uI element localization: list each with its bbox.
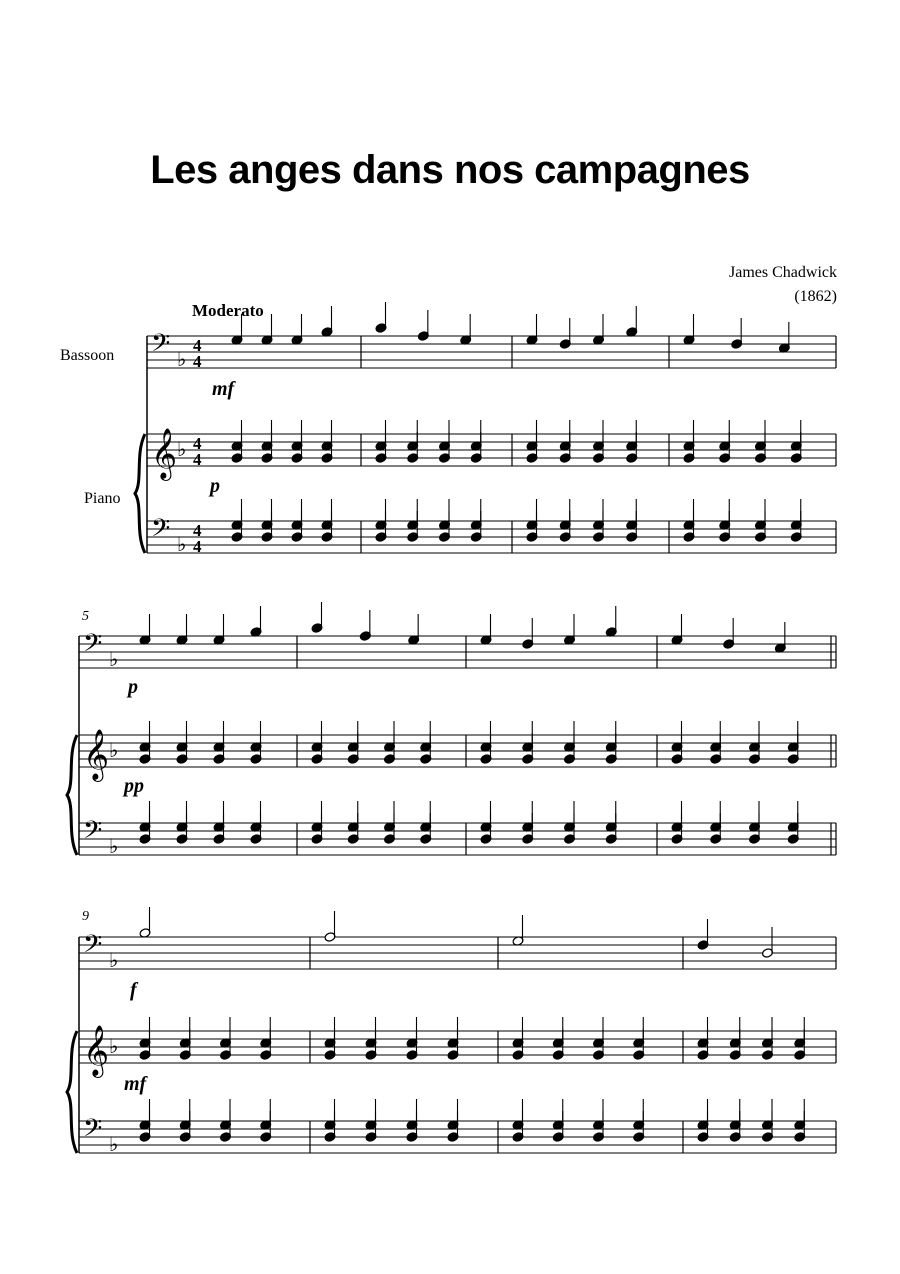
bass-clef-icon: 𝄢 xyxy=(151,515,171,548)
flat-key-signature-icon: ♭ xyxy=(177,534,187,556)
dynamic-bassoon-3: f xyxy=(130,979,137,1001)
time-signature-denominator: 4 xyxy=(193,450,202,469)
dynamic-bassoon-2: p xyxy=(128,676,138,698)
bass-clef-icon: 𝄢 xyxy=(83,931,103,964)
composer-name: James Chadwick xyxy=(729,264,837,281)
tempo-marking: Moderato xyxy=(192,301,264,320)
dynamic-bassoon-1: mf xyxy=(212,378,235,400)
time-signature-numerator: 4 xyxy=(193,336,202,355)
treble-clef-icon: 𝄞 xyxy=(151,429,178,478)
composition-year: (1862) xyxy=(794,288,837,305)
measure-number-9: 9 xyxy=(82,909,89,924)
notes-group xyxy=(139,302,806,1142)
flat-key-signature-icon: ♭ xyxy=(109,836,119,858)
instrument-label-piano: Piano xyxy=(84,490,121,507)
piano-brace xyxy=(67,1031,77,1153)
flat-key-signature-icon: ♭ xyxy=(109,740,119,762)
time-signature-denominator: 4 xyxy=(193,352,202,371)
flat-key-signature-icon: ♭ xyxy=(109,649,119,671)
treble-clef-icon: 𝄞 xyxy=(83,1026,110,1075)
time-signature-numerator: 4 xyxy=(193,434,202,453)
bass-clef-icon: 𝄢 xyxy=(151,330,171,363)
dynamic-piano-2: pp xyxy=(124,775,144,797)
score-title: Les anges dans nos campagnes xyxy=(150,148,750,192)
dynamic-piano-3: mf xyxy=(124,1073,147,1095)
time-signature-denominator: 4 xyxy=(193,537,202,556)
bass-clef-icon: 𝄢 xyxy=(83,1115,103,1148)
instrument-label-bassoon: Bassoon xyxy=(60,347,115,364)
piano-brace xyxy=(67,735,77,855)
piano-brace xyxy=(135,434,145,553)
flat-key-signature-icon: ♭ xyxy=(109,950,119,972)
flat-key-signature-icon: ♭ xyxy=(177,439,187,461)
flat-key-signature-icon: ♭ xyxy=(109,1134,119,1156)
bass-clef-icon: 𝄢 xyxy=(83,630,103,663)
bass-clef-icon: 𝄢 xyxy=(83,817,103,850)
treble-clef-icon: 𝄞 xyxy=(83,730,110,779)
time-signature-numerator: 4 xyxy=(193,521,202,540)
dynamic-piano-1: p xyxy=(210,475,220,497)
measure-number-5: 5 xyxy=(82,609,89,624)
flat-key-signature-icon: ♭ xyxy=(177,349,187,371)
flat-key-signature-icon: ♭ xyxy=(109,1036,119,1058)
